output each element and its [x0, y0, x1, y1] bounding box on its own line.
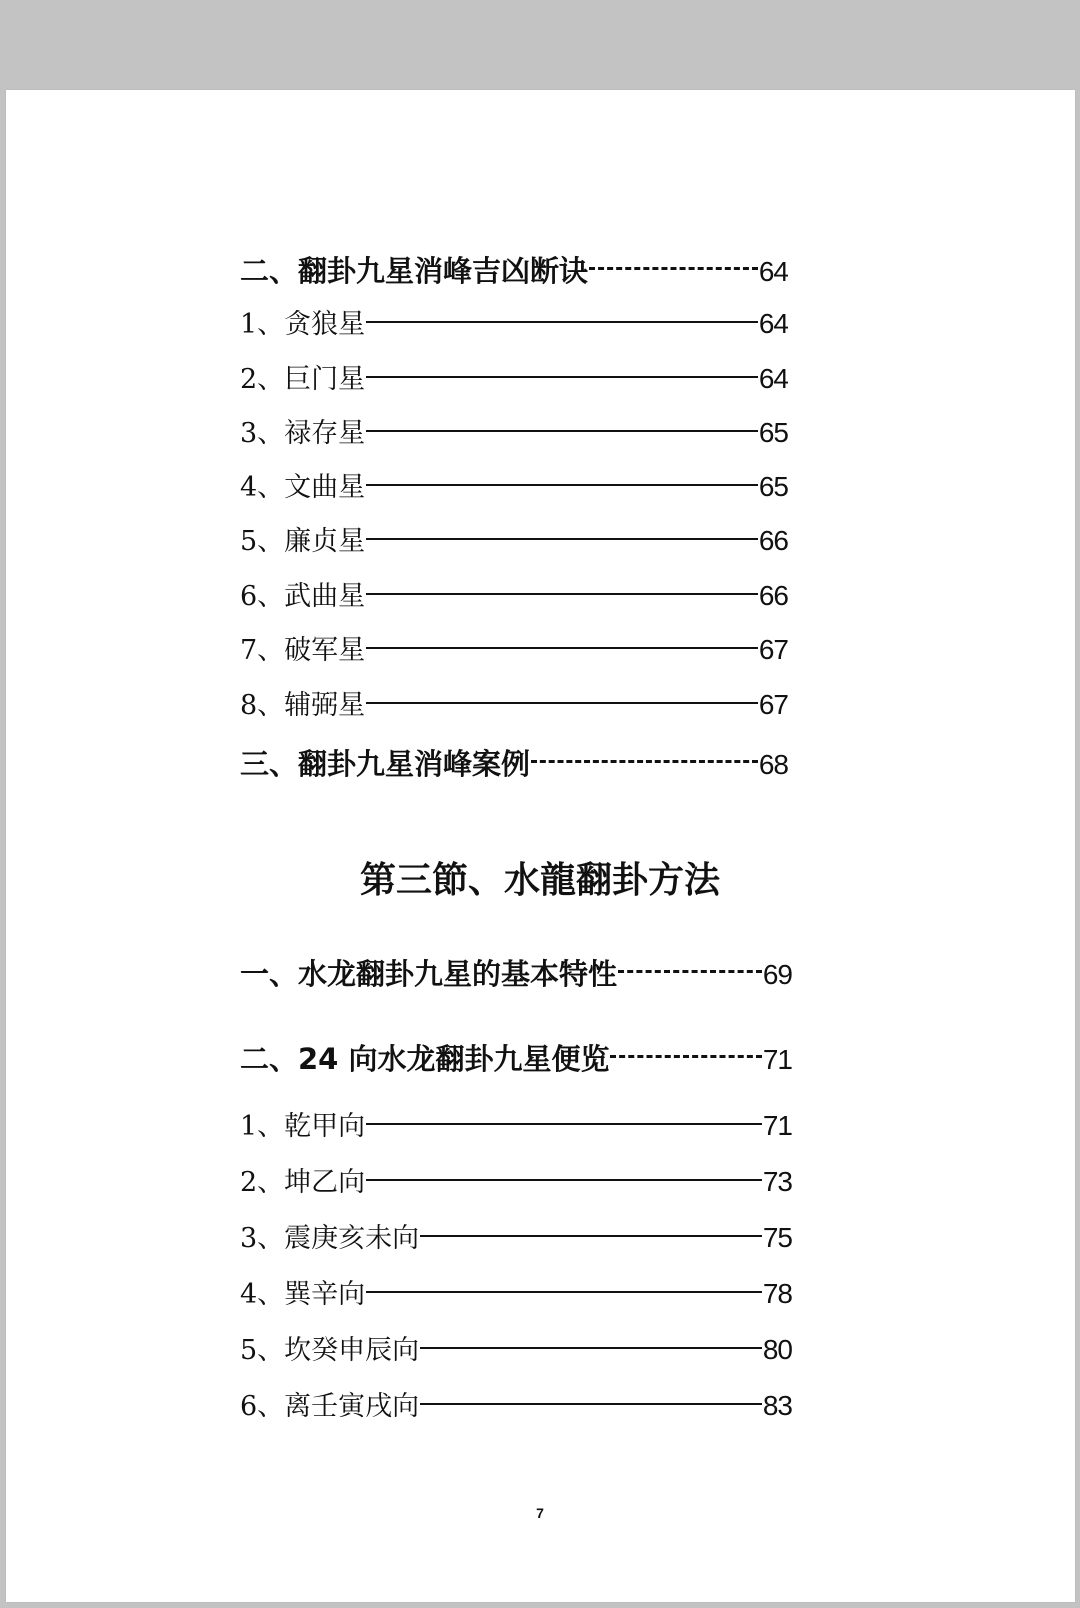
toc-entry	[240, 252, 788, 286]
toc-entry-title: 二、翻卦九星消峰吉凶断诀	[240, 254, 589, 286]
toc-leader	[366, 361, 758, 388]
toc-entry-title: 6、武曲星	[240, 581, 366, 610]
toc-entry-title: 3、禄存星	[240, 418, 366, 447]
toc-entry	[240, 632, 788, 664]
toc-entry	[240, 1040, 792, 1074]
toc-leader	[366, 469, 758, 496]
toc-entry-title: 6、离壬寅戌向	[240, 1391, 420, 1420]
toc-entry-title: 2、坤乙向	[240, 1167, 366, 1196]
toc-leader	[366, 306, 758, 333]
toc-entry	[240, 955, 792, 989]
toc-leader	[531, 745, 758, 774]
toc-entry-title: 1、乾甲向	[240, 1111, 366, 1140]
toc-leader	[366, 523, 758, 550]
toc-entry-page: 67	[758, 634, 788, 664]
toc-entry	[240, 361, 788, 393]
toc-entry	[240, 306, 788, 338]
toc-leader	[420, 1388, 762, 1415]
toc-entry	[240, 1332, 792, 1364]
toc-entry-page: 80	[762, 1334, 792, 1364]
toc-entry	[240, 687, 788, 719]
toc-entry	[240, 415, 788, 447]
toc-entry-title: 1、贪狼星	[240, 309, 366, 338]
toc-entry	[240, 578, 788, 610]
toc-entry-title: 4、巽辛向	[240, 1279, 366, 1308]
toc-entry-title: 二、24 向水龙翻卦九星便览	[240, 1042, 610, 1074]
toc-entry-title: 5、廉贞星	[240, 526, 366, 555]
toc-entry	[240, 1220, 792, 1252]
toc-entry	[240, 523, 788, 555]
toc-entry-page: 71	[762, 1044, 792, 1074]
toc-entry-page: 67	[758, 689, 788, 719]
toc-entry-title: 7、破军星	[240, 635, 366, 664]
toc-entry-title: 3、震庚亥未向	[240, 1223, 420, 1252]
toc-leader	[618, 955, 762, 984]
toc-leader	[366, 415, 758, 442]
toc-entry-page: 65	[758, 417, 788, 447]
toc-entry-page: 68	[758, 749, 788, 779]
toc-entry-title: 4、文曲星	[240, 472, 366, 501]
toc-leader	[366, 1276, 762, 1303]
toc-entry-page: 64	[758, 363, 788, 393]
toc-entry-page: 73	[762, 1166, 792, 1196]
toc-leader	[420, 1220, 762, 1247]
toc-entry-page: 71	[762, 1110, 792, 1140]
toc-entry-page: 64	[758, 256, 788, 286]
toc-entry-title: 一、水龙翻卦九星的基本特性	[240, 957, 618, 989]
toc-entry	[240, 745, 788, 779]
toc-leader	[366, 1108, 762, 1135]
toc-leader	[366, 687, 758, 714]
toc-entry-page: 83	[762, 1390, 792, 1420]
toc-leader	[589, 252, 758, 281]
toc-leader	[420, 1332, 762, 1359]
toc-entry	[240, 469, 788, 501]
toc-leader	[366, 632, 758, 659]
toc-entry	[240, 1108, 792, 1140]
toc-entry-page: 65	[758, 471, 788, 501]
toc-entry-page: 66	[758, 525, 788, 555]
toc-entry-page: 75	[762, 1222, 792, 1252]
toc-entry-title: 2、巨门星	[240, 364, 366, 393]
page-number: 7	[536, 1505, 544, 1521]
toc-entry-title: 5、坎癸申辰向	[240, 1335, 420, 1364]
toc-entry-page: 69	[762, 959, 792, 989]
section-title: 第三節、水龍翻卦方法	[359, 860, 720, 901]
toc-leader	[366, 1164, 762, 1191]
toc-entry-page: 64	[758, 308, 788, 338]
toc-leader	[366, 578, 758, 605]
toc-entry	[240, 1164, 792, 1196]
toc-entry-title: 三、翻卦九星消峰案例	[240, 747, 531, 779]
toc-entry-page: 78	[762, 1278, 792, 1308]
toc-entry	[240, 1388, 792, 1420]
toc-entry-page: 66	[758, 580, 788, 610]
toc-entry	[240, 1276, 792, 1308]
toc-leader	[610, 1040, 761, 1069]
toc-entry-title: 8、辅弼星	[240, 690, 366, 719]
